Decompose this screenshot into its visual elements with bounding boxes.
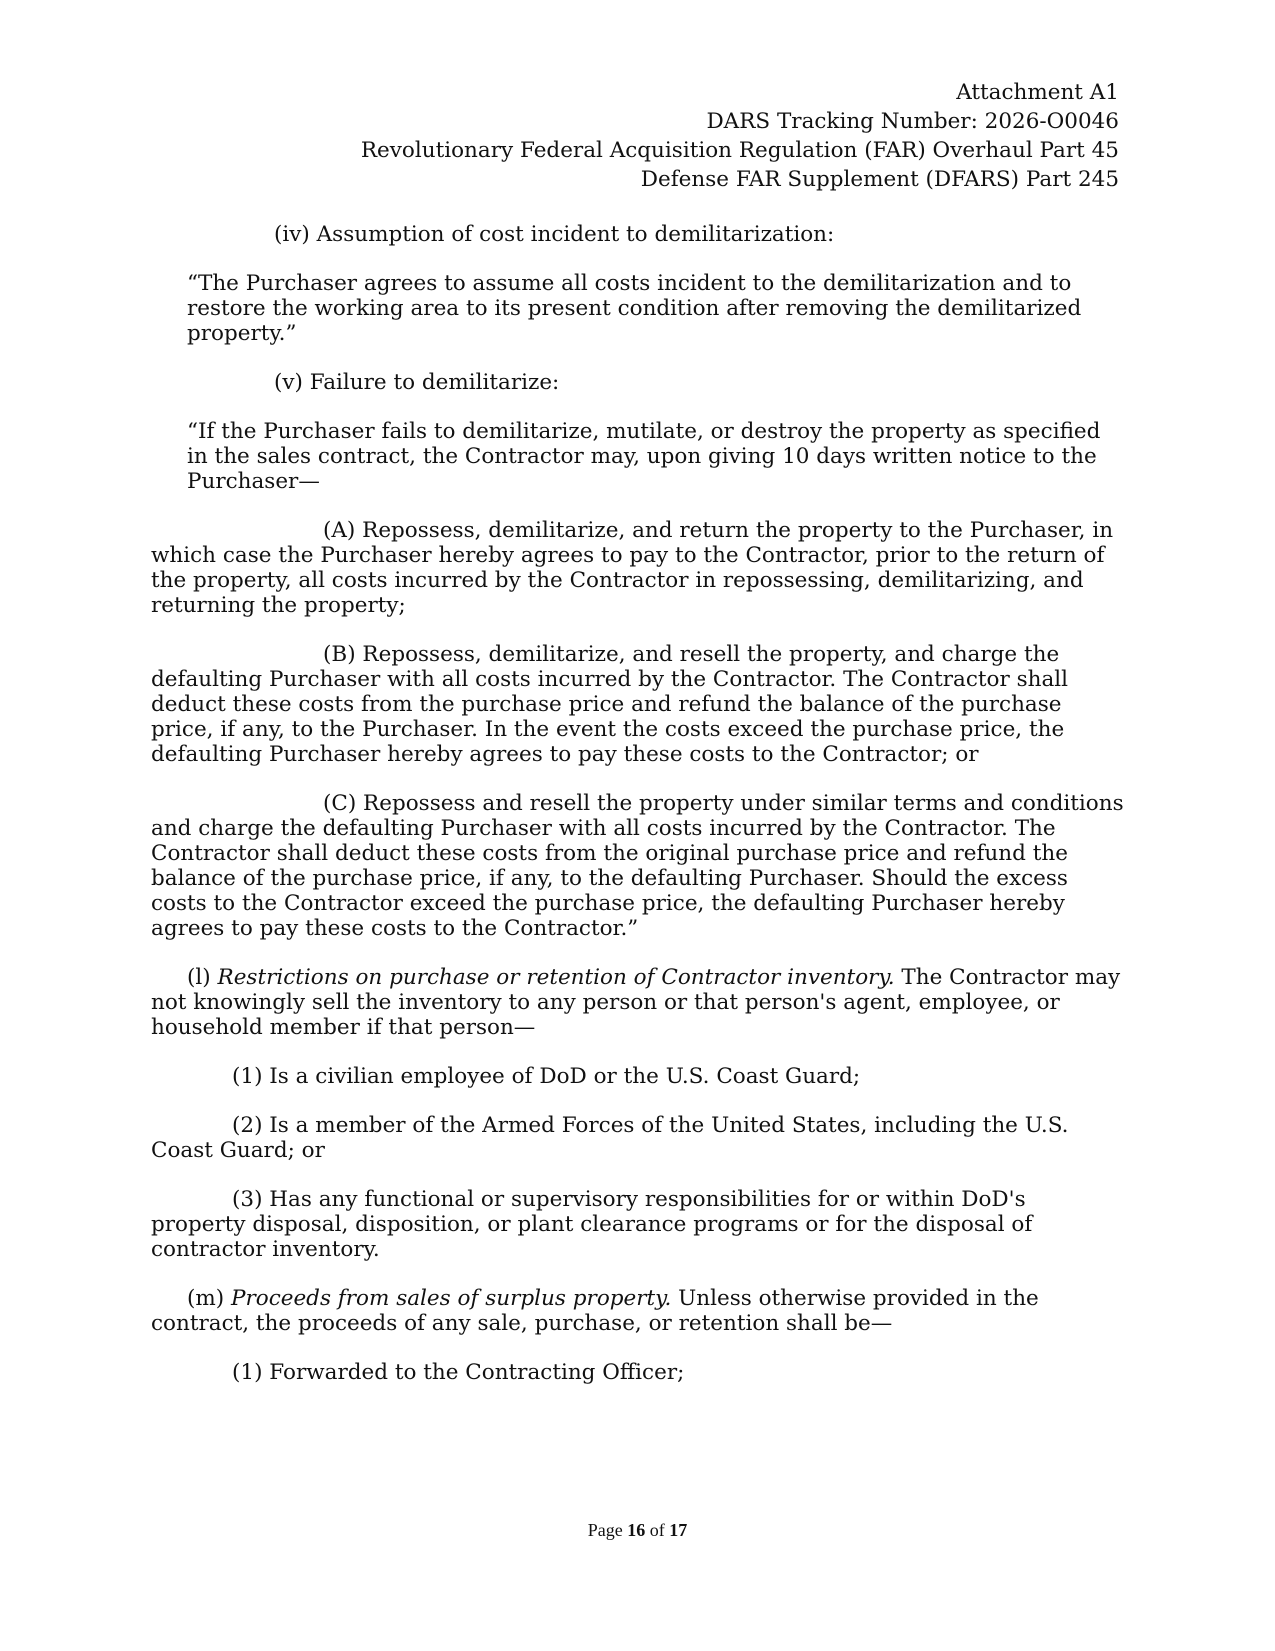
footer-of-word: of	[645, 1520, 670, 1540]
para-l1: (1) Is a civilian employee of DoD or the U.S. Coast Guard;	[232, 1064, 861, 1089]
footer-page-total: 17	[669, 1520, 688, 1540]
para-l3: (3) Has any functional or supervisory responsibilities for or within DoD's property disposal, disposition, or plant clearance programs or for the disposal of contractor inventory.	[151, 1187, 1033, 1262]
para-m-title: Proceeds from sales of surplus property.	[231, 1286, 672, 1311]
document-body	[151, 222, 1126, 1409]
footer-page-word: Page	[587, 1520, 628, 1540]
para-v-quote: “If the Purchaser fails to demilitarize, mutilate, or destroy the property as specified in the sales contract, the Contractor may, upon giving 10 days written notice to the Purchaser—	[187, 419, 1101, 494]
para-l-text: The Contractor may not knowingly sell the inventory to any person or that person's agent, employee, or household member if that person—	[151, 965, 1121, 1040]
page-footer	[0, 1520, 1275, 1541]
header-dfars-part: Defense FAR Supplement (DFARS) Part 245	[640, 167, 1119, 192]
footer-page-number: 16	[627, 1520, 646, 1540]
para-m1: (1) Forwarded to the Contracting Officer;	[232, 1360, 685, 1385]
para-m-text: Unless otherwise provided in the contract, the proceeds of any sale, purchase, or retention shall be—	[151, 1286, 1039, 1336]
para-m-label: (m)	[187, 1286, 231, 1311]
para-A: (A) Repossess, demilitarize, and return the property to the Purchaser, in which case the Purchaser hereby agrees to pay to the Contractor, prior to the return of the property, all costs incurred by the Contractor in repossessing, demilitarizing, and returning the property;	[151, 518, 1114, 618]
para-iv-heading: (iv) Assumption of cost incident to demilitarization:	[274, 222, 835, 247]
header-far-part: Revolutionary Federal Acquisition Regulation (FAR) Overhaul Part 45	[360, 138, 1119, 163]
para-iv-quote: “The Purchaser agrees to assume all costs incident to the demilitarization and to restore the working area to its present condition after removing the demilitarized property.”	[187, 271, 1082, 346]
header-attachment: Attachment A1	[956, 80, 1119, 105]
para-B: (B) Repossess, demilitarize, and resell the property, and charge the defaulting Purchaser with all costs incurred by the Contractor. The Contractor shall deduct these costs from the purchase price and refund the balance of the purchase price, if any, to the Purchaser. In the event the costs exceed the purchase price, the defaulting Purchaser hereby agrees to pay these costs to the Contractor; or	[151, 642, 1069, 767]
para-l-label: (l)	[187, 965, 218, 990]
para-l	[151, 965, 1126, 1040]
header-tracking-number: DARS Tracking Number: 2026-O0046	[706, 109, 1119, 134]
para-l-title: Restrictions on purchase or retention of Contractor inventory.	[217, 965, 895, 990]
page-header	[361, 78, 1119, 194]
para-v-heading: (v) Failure to demilitarize:	[274, 370, 560, 395]
para-C: (C) Repossess and resell the property under similar terms and conditions and charge the defaulting Purchaser with all costs incurred by the Contractor. The Contractor shall deduct these costs from the original purchase price and refund the balance of the purchase price, if any, to the defaulting Purchaser. Should the excess costs to the Contractor exceed the purchase price, the defaulting Purchaser hereby agrees to pay these costs to the Contractor.”	[151, 791, 1124, 941]
para-m	[151, 1286, 1126, 1336]
para-l2: (2) Is a member of the Armed Forces of the United States, including the U.S. Coast Guard; or	[151, 1113, 1069, 1163]
